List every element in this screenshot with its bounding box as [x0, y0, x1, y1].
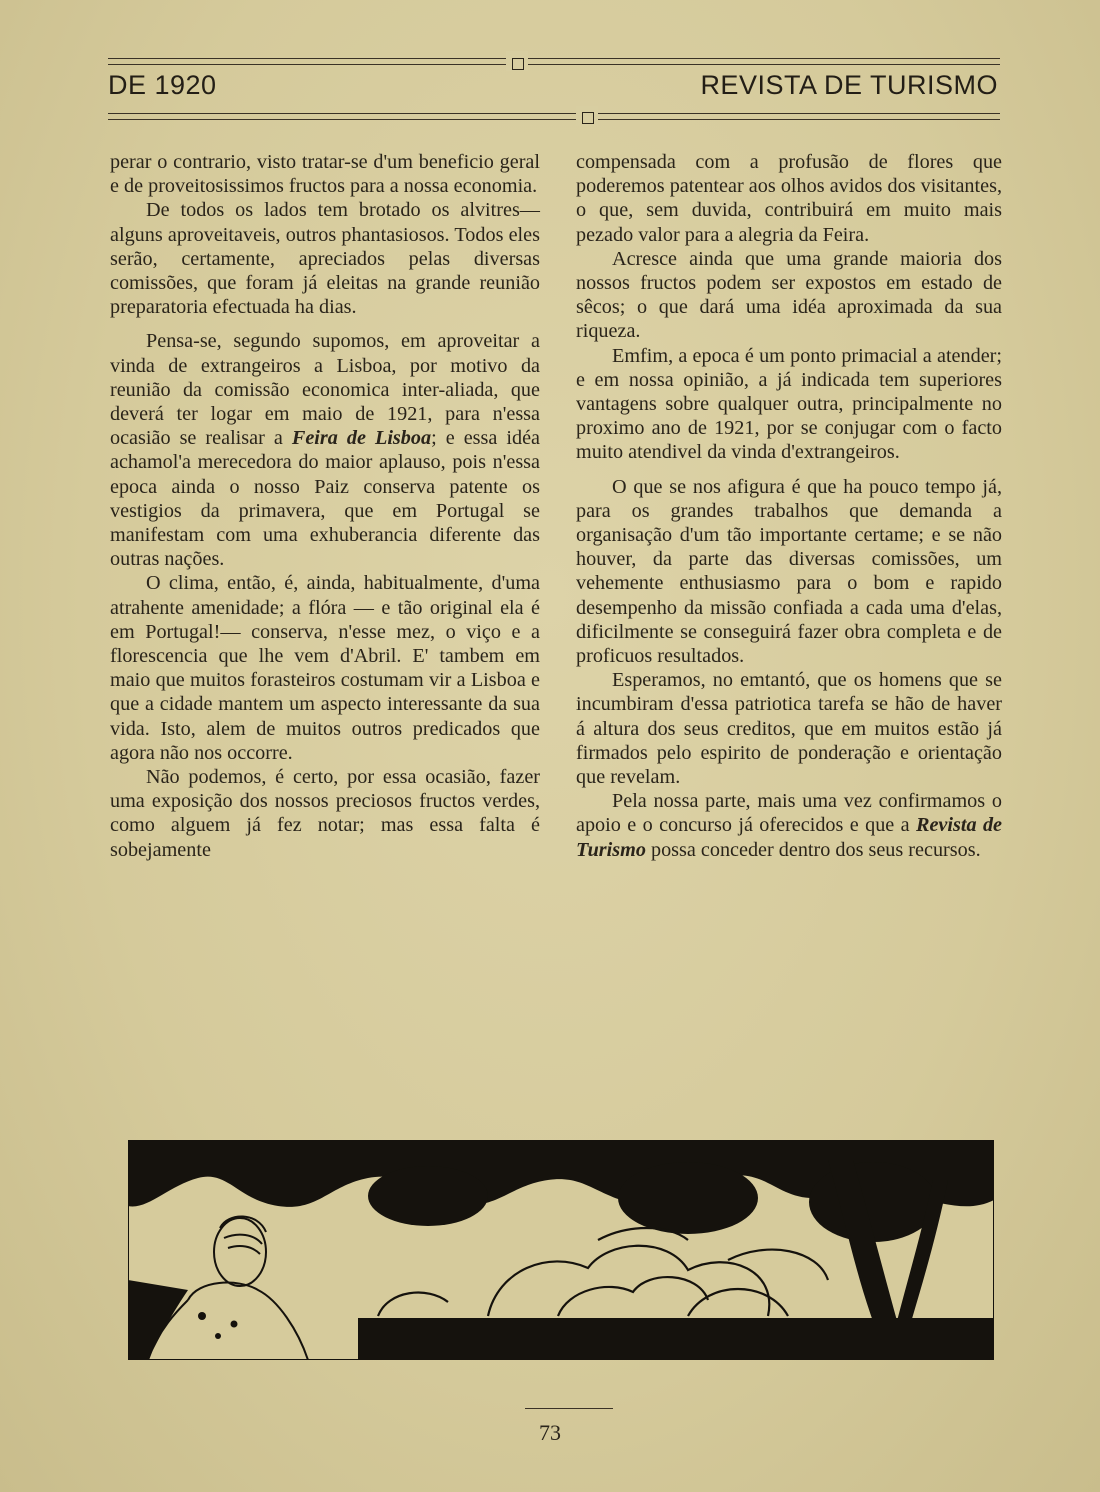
paragraph: Acresce ainda que uma grande maioria dos nossos fructos podem ser expostos em estado de sêcos; o que dará uma idéa aproximada da sua riqueza. — [576, 247, 1002, 343]
paragraph: perar o contrario, visto tratar-se d'um beneficio geral e de proveitosissimos fructos para a nossa economia. — [110, 151, 540, 198]
paragraph: Esperamos, no emtantó, que os homens que se incumbiram d'essa patriotica tarefa se hão de haver á altura dos seus creditos, que em muitos estão já firmados pelo espirito de ponderação e orientação que revelam. — [576, 669, 1002, 789]
header-top-rule — [108, 58, 1000, 65]
paragraph: O que se nos afigura é que ha pouco tempo já, para os grandes trabalhos que demanda a organisação d'um tão importante certame; e se não houver, da parte das diversas comissões, um vehemente enthusiasmo para o bom e rapido desempenho da missão confiada a cada uma d'elas, dificilmente se conseguirá fazer obra completa e de proficuos resultados. — [576, 475, 1002, 668]
paragraph-text: ; e essa idéa achamol'a merecedora do maior aplauso, pois n'essa epoca ainda o nosso Paiz conserva patente os vestigios da primavera, que em Portugal se manifestam com uma exhuberancia diferente das outras nações. — [110, 427, 541, 571]
header-right: REVISTA DE TURISMO — [700, 70, 998, 100]
square-ornament — [582, 112, 594, 124]
paragraph: O clima, então, é, ainda, habitualmente, d'uma atrahente amenidade; a flóra — e tão original ela é em Portugal!— conserva, n'esse mez, o viço e a florescencia que lhe vem d'Abril. E' tambem em maio que muitos forasteiros costumam vir a Lisboa e que a cidade mantem um aspecto interessante da sua vida. Isto, alem de muitos outros predicados que agora não nos occorre. — [110, 572, 540, 764]
paragraph: compensada com a profusão de flores que poderemos patentear aos olhos avidos dos visitantes, o que, sem duvida, contribuirá em muito mais pezado valor para a alegria da Feira. — [576, 151, 1002, 246]
paragraph: Não podemos, é certo, por essa ocasião, fazer uma exposição dos nossos preciosos fructos verdes, como alguem já fez notar; mas essa falta é sobejamente — [110, 766, 540, 861]
footer-rule — [525, 1408, 613, 1409]
paragraph-text: Pensa-se, segundo supomos, em aproveitar a vinda de extrangeiros a Lisboa, por motivo da reunião da comissão economica inter-aliada, que deverá ter logar em maio de 1921, para n'essa ocasião se realisar a — [110, 330, 540, 450]
decorative-illustration — [128, 1140, 994, 1360]
paragraph: De todos os lados tem brotado os alvitres—alguns aproveitaveis, outros phantasiosos. Todos eles serão, certamente, apreciados pelas diversas comissões, que foram já eleitas na grande reunião preparatoria efectuada ha dias. — [110, 199, 540, 319]
left-column — [110, 150, 540, 862]
square-ornament — [512, 58, 524, 70]
paragraph — [110, 329, 540, 571]
paragraph — [576, 789, 1002, 862]
header-left: DE 1920 — [108, 70, 217, 100]
paragraph-text: Pela nossa parte, mais uma vez confirmamos o apoio e o concurso já oferecidos e que a — [576, 790, 1002, 837]
header-bottom-rule — [108, 113, 1000, 120]
right-column — [576, 150, 1002, 862]
revista-title: Revista de Turismo — [576, 814, 1002, 861]
paragraph-text: possa conceder dentro dos seus recursos. — [650, 838, 981, 861]
feira-title: Feira de Lisboa — [291, 427, 432, 450]
paragraph: Emfim, a epoca é um ponto primacial a atender; e em nossa opinião, a já indicada tem superiores vantagens sobre qualquer outra, principalmente no proximo ano de 1921, por se conjugar com o facto muito atendivel da vinda d'extrangeiros. — [576, 344, 1002, 464]
page-number: 73 — [539, 1420, 561, 1445]
